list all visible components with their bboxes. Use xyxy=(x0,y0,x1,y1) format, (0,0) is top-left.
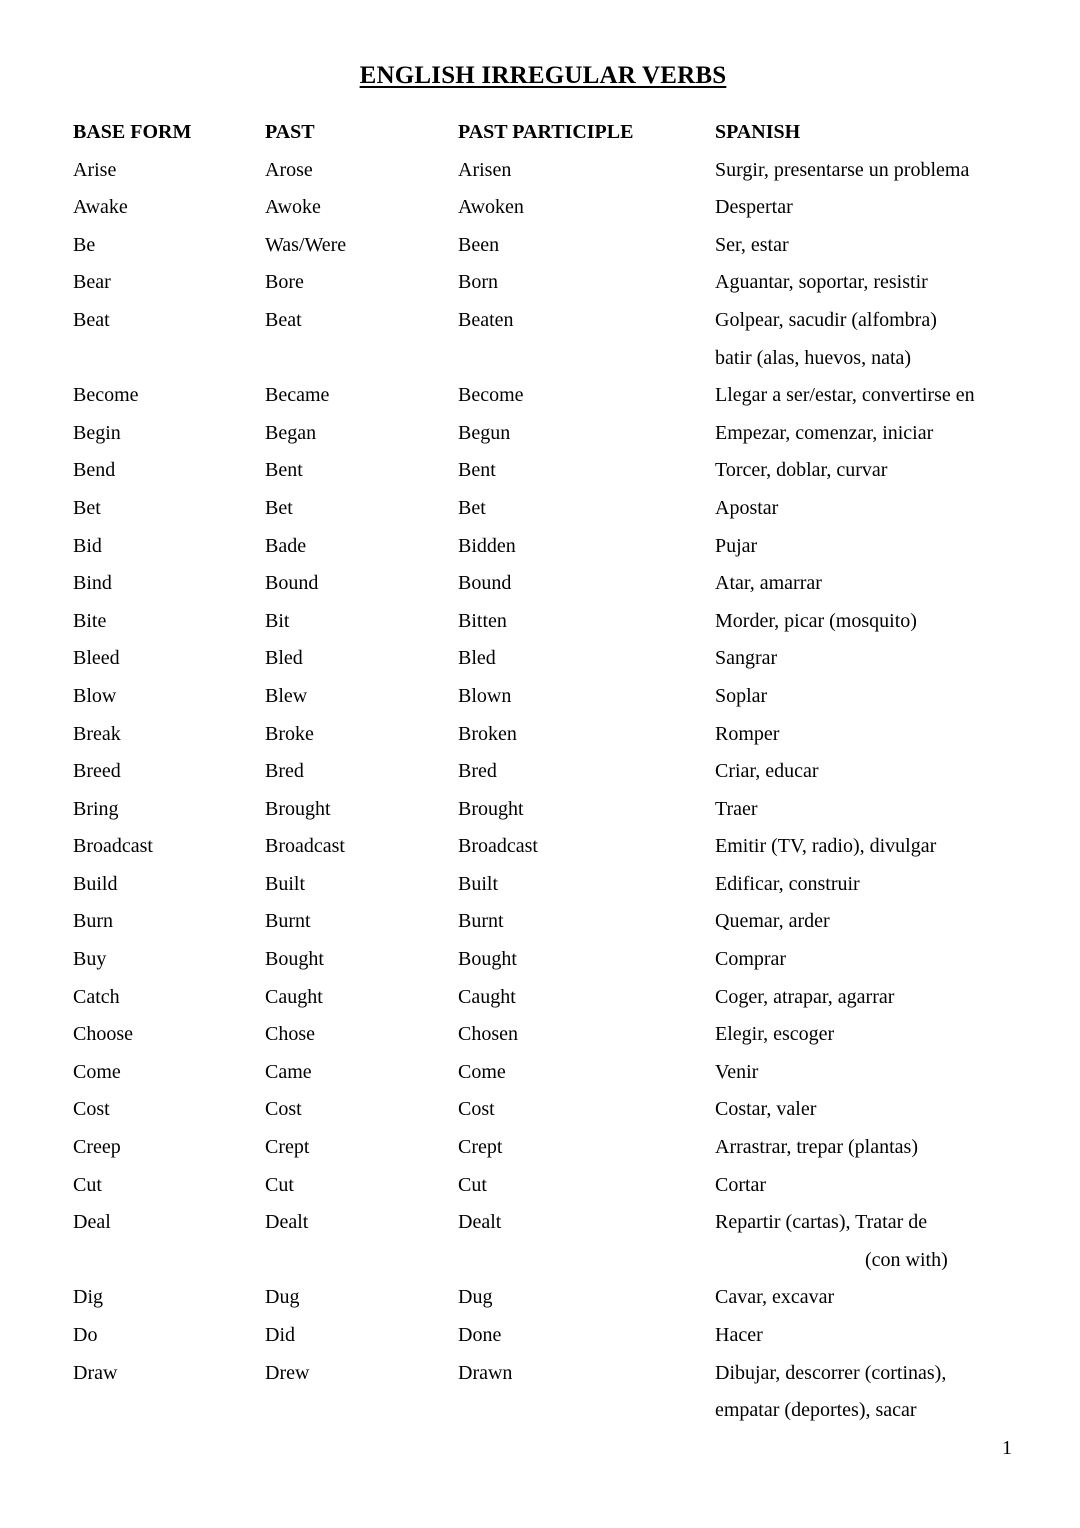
cell-past: Did xyxy=(265,1324,295,1346)
table-row xyxy=(73,1130,1033,1168)
cell-past-participle: Bitten xyxy=(458,609,507,632)
cell-spanish: Repartir (cartas), Tratar de xyxy=(715,1211,928,1234)
table-row xyxy=(73,1055,1033,1093)
cell-past-participle: Begun xyxy=(458,421,511,444)
cell-past-participle: Built xyxy=(458,872,499,895)
table-row xyxy=(73,1243,1033,1281)
page-number: 1 xyxy=(1002,1437,1012,1459)
cell-spanish: batir (alas, huevos, nata) xyxy=(715,346,912,369)
cell-past-participle: Arisen xyxy=(458,158,512,181)
cell-past: Dug xyxy=(265,1286,300,1309)
cell-past-participle: Bought xyxy=(458,948,517,971)
table-row xyxy=(73,1017,1033,1055)
cell-spanish: Romper xyxy=(715,722,780,745)
cell-past-participle: Beaten xyxy=(458,308,514,331)
cell-base-form: Bet xyxy=(73,496,101,519)
table-row xyxy=(73,792,1033,830)
cell-past: Burnt xyxy=(265,910,311,933)
table-header xyxy=(73,115,1033,153)
cell-past: Drew xyxy=(265,1361,310,1384)
table-body xyxy=(73,153,1033,1431)
cell-spanish: Elegir, escoger xyxy=(715,1023,835,1046)
cell-base-form: Creep xyxy=(73,1136,121,1159)
cell-spanish: Ser, estar xyxy=(715,233,789,256)
table-row xyxy=(73,717,1033,755)
cell-spanish: Hacer xyxy=(715,1324,763,1346)
cell-base-form: Awake xyxy=(73,196,128,219)
cell-past-participle: Crept xyxy=(458,1136,503,1159)
table-row xyxy=(73,867,1033,905)
cell-spanish: Surgir, presentarse un problema xyxy=(715,158,970,181)
cell-base-form: Become xyxy=(73,384,139,407)
table-row xyxy=(73,190,1033,228)
table-row xyxy=(73,980,1033,1018)
cell-spanish: Soplar xyxy=(715,684,768,707)
cell-past-participle: Brought xyxy=(458,797,524,820)
cell-spanish: Coger, atrapar, agarrar xyxy=(715,985,895,1008)
cell-past: Became xyxy=(265,384,330,407)
cell-spanish: Criar, educar xyxy=(715,760,819,783)
table-row xyxy=(73,378,1033,416)
cell-spanish: Llegar a ser/estar, convertirse en xyxy=(715,384,975,407)
cell-past: Blew xyxy=(265,684,308,707)
cell-past-participle: Dealt xyxy=(458,1211,502,1234)
table-row xyxy=(73,904,1033,942)
cell-past-participle: Broadcast xyxy=(458,835,538,858)
table-row xyxy=(73,416,1033,454)
cell-past: Came xyxy=(265,1060,312,1083)
cell-spanish: Sangrar xyxy=(715,647,778,670)
table-row xyxy=(73,1318,1033,1356)
table-row xyxy=(73,942,1033,980)
cell-spanish: Costar, valer xyxy=(715,1098,817,1121)
cell-base-form: Buy xyxy=(73,948,107,971)
cell-spanish: Cavar, excavar xyxy=(715,1286,835,1309)
table-row xyxy=(73,829,1033,867)
cell-past: Bit xyxy=(265,609,290,632)
header-base-form: BASE FORM xyxy=(73,121,192,143)
table-row xyxy=(73,1393,1033,1431)
cell-spanish: (con with) xyxy=(865,1248,948,1271)
table-row xyxy=(73,341,1033,379)
cell-spanish: Dibujar, descorrer (cortinas), xyxy=(715,1361,947,1384)
table-row xyxy=(73,641,1033,679)
cell-spanish: Torcer, doblar, curvar xyxy=(715,459,888,482)
cell-base-form: Bleed xyxy=(73,647,120,670)
table-row xyxy=(73,1205,1033,1243)
cell-past-participle: Awoken xyxy=(458,196,524,219)
cell-past: Bet xyxy=(265,496,293,519)
cell-past: Bent xyxy=(265,459,303,482)
table-row xyxy=(73,265,1033,303)
cell-past-participle: Drawn xyxy=(458,1361,513,1384)
cell-past-participle: Become xyxy=(458,384,524,407)
table-row xyxy=(73,453,1033,491)
cell-spanish: Comprar xyxy=(715,948,787,971)
table-row xyxy=(73,1280,1033,1318)
table-row xyxy=(73,491,1033,529)
cell-base-form: Bite xyxy=(73,609,107,632)
cell-base-form: Beat xyxy=(73,308,110,331)
cell-base-form: Draw xyxy=(73,1361,118,1384)
table-row xyxy=(73,303,1033,341)
header-past: PAST xyxy=(265,121,315,143)
cell-base-form: Bend xyxy=(73,459,116,482)
cell-base-form: Arise xyxy=(73,158,117,181)
cell-spanish: Apostar xyxy=(715,496,779,519)
cell-spanish: Despertar xyxy=(715,196,793,219)
table-row xyxy=(73,754,1033,792)
table-row xyxy=(73,679,1033,717)
cell-past: Cost xyxy=(265,1098,302,1121)
cell-spanish: Emitir (TV, radio), divulgar xyxy=(715,835,937,858)
cell-past: Awoke xyxy=(265,196,321,219)
cell-past-participle: Cut xyxy=(458,1173,487,1196)
cell-base-form: Begin xyxy=(73,421,121,444)
cell-past-participle: Bound xyxy=(458,572,512,595)
cell-base-form: Do xyxy=(73,1324,98,1346)
cell-base-form: Build xyxy=(73,872,118,895)
cell-base-form: Cost xyxy=(73,1098,110,1121)
cell-base-form: Choose xyxy=(73,1023,133,1046)
cell-base-form: Come xyxy=(73,1060,121,1083)
cell-past-participle: Bled xyxy=(458,647,496,670)
header-past-participle: PAST PARTICIPLE xyxy=(458,121,634,143)
cell-past-participle: Caught xyxy=(458,985,516,1008)
cell-base-form: Broadcast xyxy=(73,835,153,858)
cell-spanish: Arrastrar, trepar (plantas) xyxy=(715,1136,918,1159)
cell-past-participle: Bet xyxy=(458,496,486,519)
cell-past-participle: Burnt xyxy=(458,910,504,933)
cell-past-participle: Come xyxy=(458,1060,506,1083)
cell-base-form: Bid xyxy=(73,534,102,557)
cell-base-form: Bind xyxy=(73,572,112,595)
table-row xyxy=(73,604,1033,642)
cell-base-form: Blow xyxy=(73,684,117,707)
table-row xyxy=(73,1092,1033,1130)
cell-past: Was/Were xyxy=(265,233,347,256)
cell-base-form: Breed xyxy=(73,760,121,783)
header-spanish: SPANISH xyxy=(715,121,801,143)
cell-past-participle: Bred xyxy=(458,760,497,783)
cell-past: Bled xyxy=(265,647,303,670)
cell-past-participle: Done xyxy=(458,1324,502,1346)
cell-past: Brought xyxy=(265,797,331,820)
cell-base-form: Cut xyxy=(73,1173,102,1196)
cell-base-form: Deal xyxy=(73,1211,111,1234)
cell-past-participle: Blown xyxy=(458,684,512,707)
cell-past: Beat xyxy=(265,308,302,331)
cell-past-participle: Bidden xyxy=(458,534,516,557)
cell-past: Bound xyxy=(265,572,319,595)
cell-past-participle: Bent xyxy=(458,459,496,482)
page-title: ENGLISH IRREGULAR VERBS xyxy=(359,62,727,89)
cell-spanish: Aguantar, soportar, resistir xyxy=(715,271,928,294)
cell-past-participle: Been xyxy=(458,233,500,256)
cell-base-form: Be xyxy=(73,233,96,256)
cell-base-form: Bring xyxy=(73,797,119,820)
table-row xyxy=(73,153,1033,191)
cell-past: Began xyxy=(265,421,317,444)
cell-past: Broadcast xyxy=(265,835,345,858)
cell-spanish: Golpear, sacudir (alfombra) xyxy=(715,308,937,331)
cell-base-form: Catch xyxy=(73,985,120,1008)
cell-spanish: Venir xyxy=(715,1060,759,1083)
cell-past-participle: Dug xyxy=(458,1286,493,1309)
table-row xyxy=(73,566,1033,604)
table-row xyxy=(73,529,1033,567)
cell-past-participle: Born xyxy=(458,271,498,294)
cell-past: Arose xyxy=(265,158,313,181)
cell-base-form: Burn xyxy=(73,910,113,933)
cell-spanish: Empezar, comenzar, iniciar xyxy=(715,421,934,444)
cell-spanish: Quemar, arder xyxy=(715,910,830,933)
cell-past: Built xyxy=(265,872,306,895)
cell-past: Caught xyxy=(265,985,323,1008)
cell-spanish: Morder, picar (mosquito) xyxy=(715,609,917,632)
cell-spanish: Traer xyxy=(715,797,758,820)
cell-spanish: empatar (deportes), sacar xyxy=(715,1399,917,1422)
cell-past: Bore xyxy=(265,271,304,294)
table-row xyxy=(73,1356,1033,1394)
cell-spanish: Pujar xyxy=(715,534,758,557)
cell-past: Cut xyxy=(265,1173,294,1196)
cell-past-participle: Chosen xyxy=(458,1023,518,1046)
cell-base-form: Bear xyxy=(73,271,111,294)
cell-past: Crept xyxy=(265,1136,310,1159)
cell-past: Chose xyxy=(265,1023,315,1046)
verb-table xyxy=(73,115,1033,1431)
cell-past: Bought xyxy=(265,948,324,971)
cell-base-form: Dig xyxy=(73,1286,103,1309)
table-row xyxy=(73,1168,1033,1206)
cell-past: Dealt xyxy=(265,1211,309,1234)
cell-past: Broke xyxy=(265,722,314,745)
cell-base-form: Break xyxy=(73,722,121,745)
table-row xyxy=(73,228,1033,266)
cell-spanish: Edificar, construir xyxy=(715,872,860,895)
cell-past-participle: Cost xyxy=(458,1098,495,1121)
cell-past: Bred xyxy=(265,760,304,783)
cell-past-participle: Broken xyxy=(458,722,517,745)
cell-spanish: Atar, amarrar xyxy=(715,572,822,595)
cell-spanish: Cortar xyxy=(715,1173,767,1196)
cell-past: Bade xyxy=(265,534,307,557)
